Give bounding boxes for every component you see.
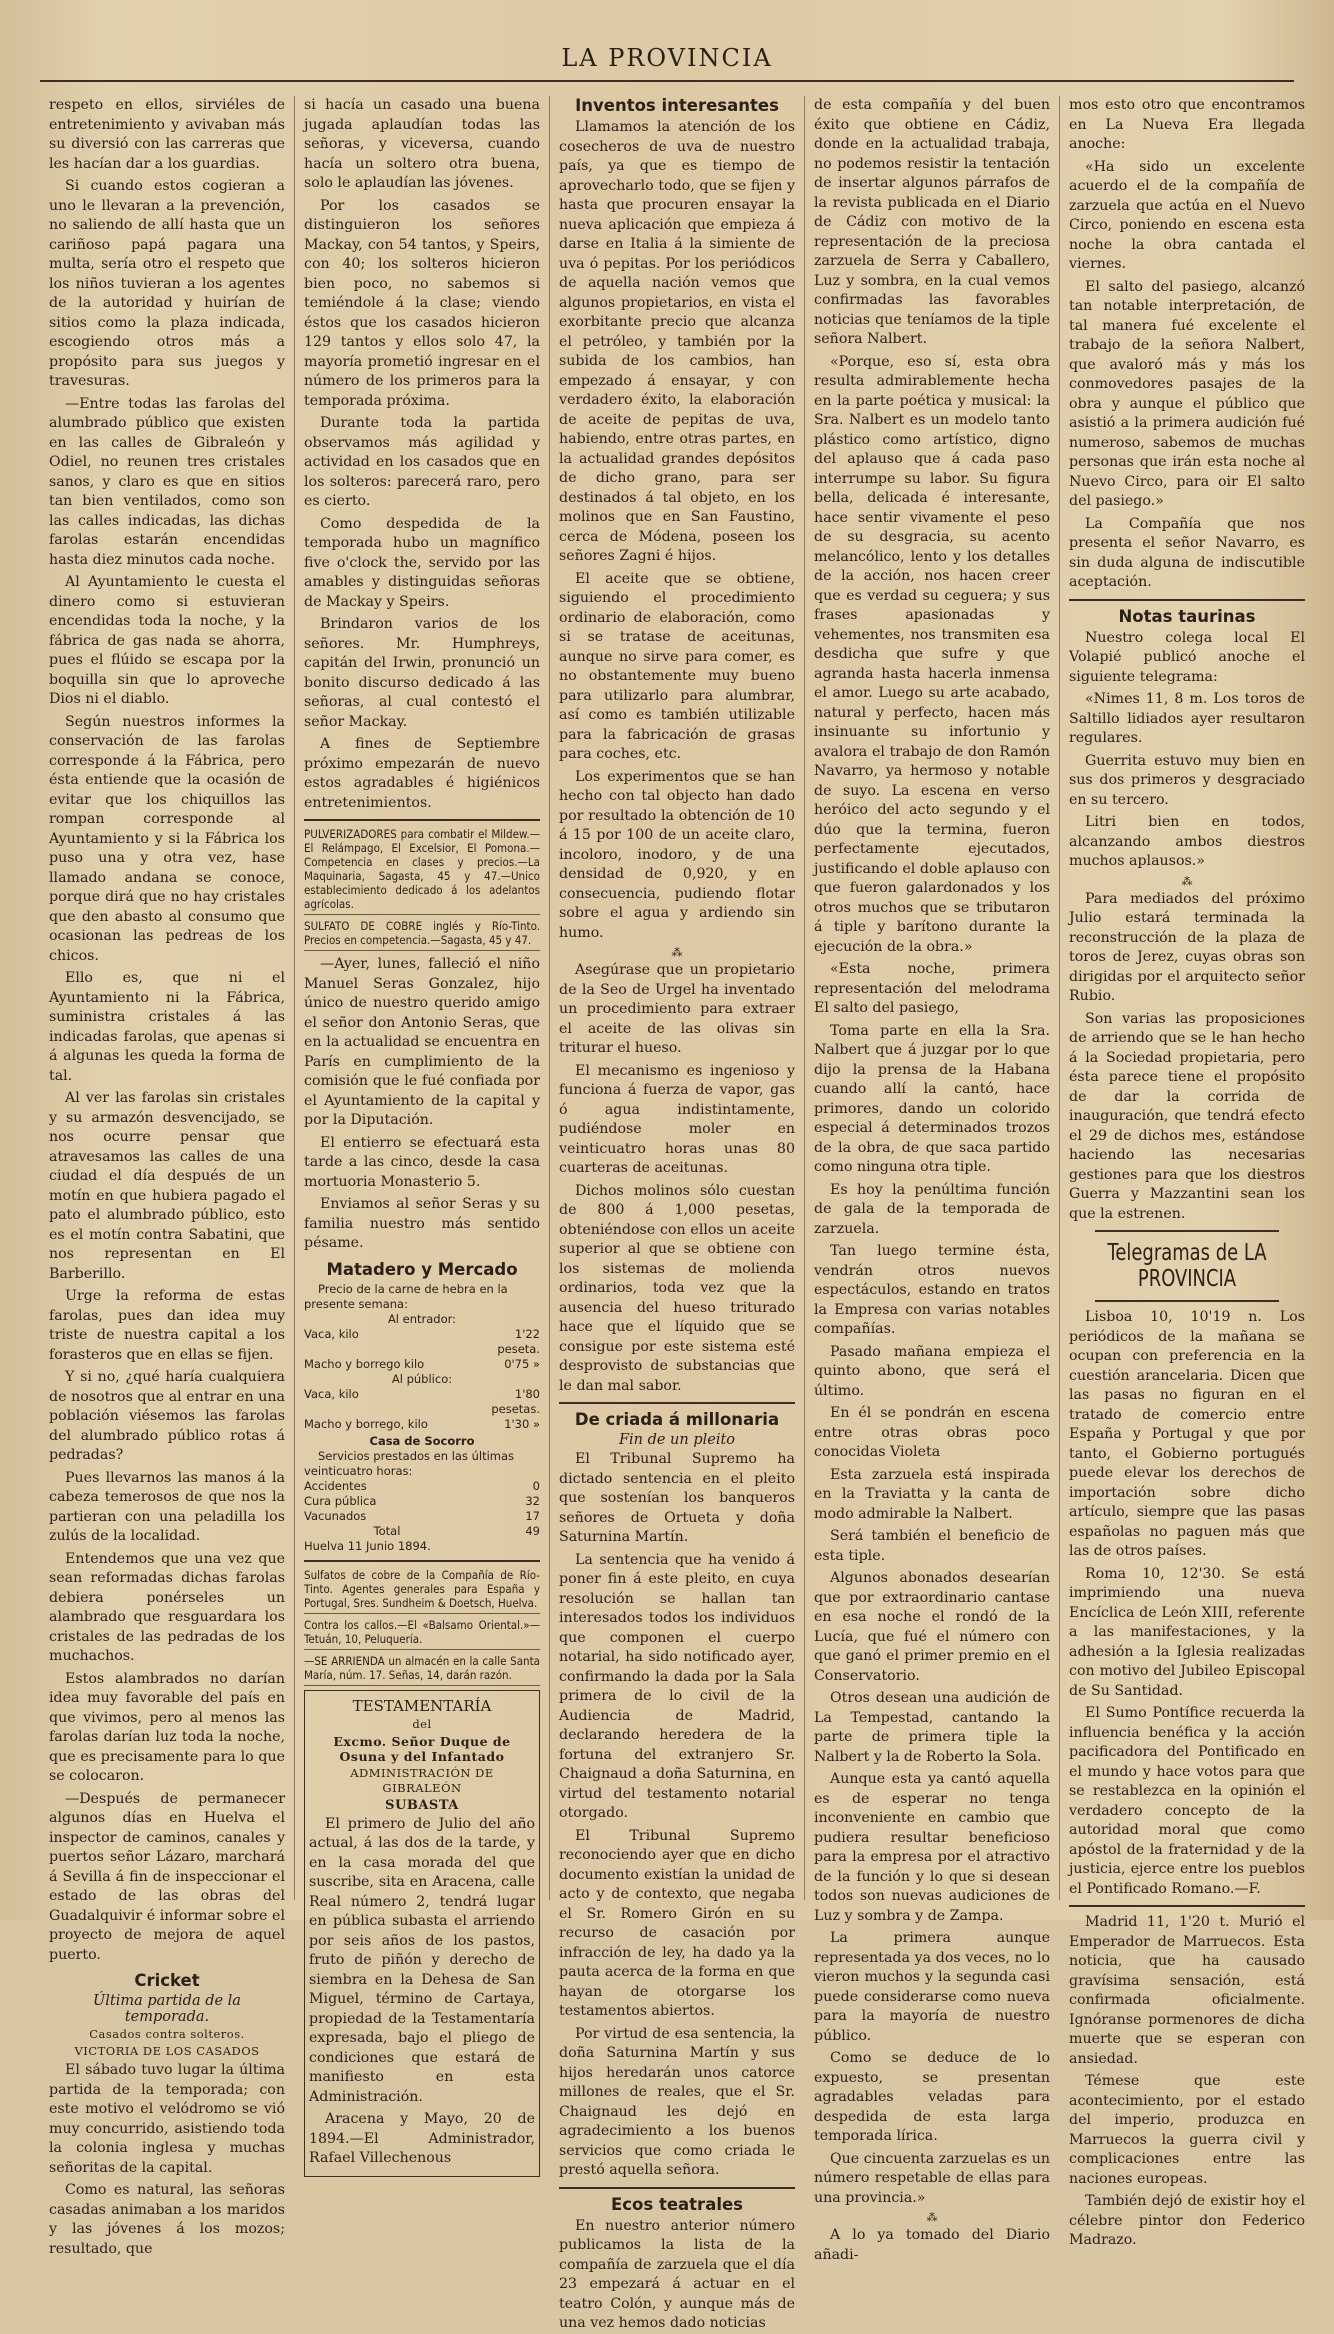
paragraph: Para mediados del próximo Julio estará terminada la reconstrucción de la plaza de toros de Jerez, cuyas obras son dirigidas por el arquitecto señor Rubio.	[1069, 890, 1305, 1004]
divider	[559, 2187, 795, 2189]
paragraph: El entierro se efectuará esta tarde a las cinco, desde la casa mortuoria Monasterio 5.	[304, 1134, 540, 1190]
paragraph: Aracena y Mayo, 20 de 1894.—El Administrador, Rafael Villechenous	[309, 2111, 535, 2166]
column-5	[1060, 96, 1314, 2248]
table-row: Total 49	[373, 1523, 540, 1538]
testamentaria-subasta: SUBASTA	[385, 1797, 459, 1813]
column-1	[40, 96, 295, 2257]
paragraph: En nuestro anterior número publicamos la lista de la compañía de zarzuela que el día 23 empezará á actuar en el teatro Colón, y aunque más de una vez hemos dado noticias	[559, 2217, 795, 2331]
table-row: Macho y borrego, kilo 1'30 »	[304, 1416, 540, 1431]
cricket-heading: Cricket	[134, 1971, 200, 1990]
newspaper-title: LA PROVINCIA	[561, 44, 773, 72]
paragraph: Por virtud de esa sentencia, la doña Saturnina Martín y sus hijos heredarán unos catorce millones de reales, que el Sr. Chaignaud les dejó en agradecimiento a los buenos servicios que como criada le prestó aquella señora.	[559, 2025, 795, 2178]
paragraph: Al Ayuntamiento le cuesta el dinero como si estuvieran encendidas toda la noche, y la fábrica de gas nada se ahorra, pues el flúido se escapa por la boquilla sin que lo aproveche Dios ni el diablo.	[49, 574, 285, 707]
paragraph: El Sumo Pontífice recuerda la influencia benéfica y la acción pacificadora del Pontificado en el mundo y hace votos para que se restablezca en la opinión el verdadero concepto de la autoridad moral que como apóstol de la fraternidad y de la justicia, ejerce entre los pueblos el Pontificado Romano.—F.	[1069, 1705, 1305, 1897]
advertisement: —SE ARRIENDA un almacén en la calle Santa María, núm. 17. Señas, 14, darán razón.	[304, 1654, 540, 1686]
paragraph: Esta zarzuela está inspirada en la Traviatta y la canta de modo admirable la Nalbert.	[814, 1466, 1050, 1522]
divider	[1069, 599, 1305, 601]
paragraph: El mecanismo es ingenioso y funciona á fuerza de vapor, gas ó agua indistintamente, pudiéndose moler en veinticuatro horas unas 80 cuarteras de aceitunas.	[559, 1062, 795, 1176]
paragraph: Como es natural, las señoras casadas animaban a los maridos y las jóvenes á los mozos; resultado, que	[49, 2182, 285, 2257]
paragraph: Pues llevarnos las manos á la cabeza temerosos de que nos la partieran con una peladilla los zulús de la localidad.	[49, 1469, 285, 1544]
columns	[40, 96, 1314, 2331]
paragraph: mos esto otro que encontramos en La Nueva Era llegada anoche:	[1069, 97, 1305, 152]
testamentaria-admin: ADMINISTRACIÓN DE GIBRALEÓN	[350, 1765, 494, 1795]
socorro-label: Casa de Socorro	[369, 1433, 475, 1448]
paragraph: El salto del pasiego, alcanzó tan notable interpretación, de tal manera fué excelente el trabajo de la señora Nalbert, que avaloró más y más los conmovedores pasajes de la obra y aunque el público que asistió a la primera audición fué numeroso, sabemos de muchas personas que irán esta noche al Nuevo Circo, para oir El salto del pasiego.»	[1069, 278, 1305, 509]
paragraph: Brindaron varios de los señores. Mr. Humphreys, capitán del Irwin, pronunció un bonito discurso dedicado á las señoras, al cual contestó el señor Mackay.	[304, 616, 540, 730]
matadero-table	[304, 1282, 540, 1554]
paragraph: Litri bien en todos, alcanzando ambos diestros muchos aplausos.»	[1069, 814, 1305, 869]
table-row: Vacunados 17	[304, 1508, 540, 1523]
paragraph: Que cincuenta zarzuelas es un número respetable de ellas para una provincia.»	[814, 2150, 1050, 2206]
paragraph: También dejó de existir hoy el célebre pintor don Federico Madrazo.	[1069, 2193, 1305, 2248]
column-4	[805, 96, 1060, 2263]
paragraph: Entendemos que una vez que sean reformadas dichas farolas debiera ponérseles un alambrado que resguardara los cristales de las pedradas de los muchachos.	[49, 1550, 285, 1664]
paragraph: Dichos molinos sólo cuestan de 800 á 1,000 pesetas, obteniéndose con ellos un aceite superior al que se obtiene con los sistemas de molienda ordinarios, toda vez que la ausencia del hueso triturado hace que el líquido que se consigue por este sistema esté desprovisto de substancias que le dan mal sabor.	[559, 1182, 795, 1394]
paragraph: Durante toda la partida observamos más agilidad y actividad en los casados que en los solteros: parecerá raro, pero es cierto.	[304, 415, 540, 509]
paragraph: Guerrita estuvo muy bien en sus dos primeros y desgraciado en su tercero.	[1069, 752, 1305, 808]
paragraph: Por los casados se distinguieron los señores Mackay, con 54 tantos, y Speirs, con 40; los solteros hicieron bien poco, no sabemos si temiéndole á la clase; viendo éstos que los casados hicieron 129 tantos y ellos solo 47, la mayoría prometió ingresar en el número de los primeros para la temporada próxima.	[304, 197, 540, 409]
table-row: Macho y borrego kilo 0'75 »	[304, 1356, 540, 1371]
entrador-label: Al entrador:	[387, 1311, 457, 1326]
paragraph: «Porque, eso sí, esta obra resulta admirablemente hecha en la parte poética y musical: la Sra. Nalbert es un modelo tanto plástico como artístico, digno del aplauso que á cada paso interrumpe su labor. Su figura bella, delicada é interesante, hace sentir vivamente el peso de su desgracia, su acento melancólico, lento y los detalles de la acción, nos hacen creer que es verdad su ceguera; y sus frases apasionadas y vehementes, nos transmiten esa desdicha que sufre y que agranda hasta hacerla inmensa el amor. Luego su arte acabado, natural y perfecto, hacen más insinuante su infortunio y avalora el trabajo de don Ramón Navarro, ya hermoso y notable de suyo. La escena en verso heróico del acto segundo y el dúo que la termina, fueron perfectamente ejecutados, justificando el doble aplauso con que fueron galardonados y los otros muchos que se tributaron á tiple y barítono durante la ejecución de la obra.»	[814, 353, 1050, 955]
paragraph: Llamamos la atención de los cosecheros de uva de nuestro país, ya que es tiempo de aprovecharlo todo, que se fijen y hasta que procuren ensayar la nueva aplicación que empieza á darse en Italia á la simiente de uva ó pepitas. Por los periódicos de aquella nación vemos que algunos propietarios, en vista el exorbitante precio que alcanza el petróleo, y también por la subida de los cambios, han empezado á ensayar, y con verdadero éxito, la elaboración de aceite de pepitas de uva, habiendo, entre otras partes, en la actualidad grandes depósitos de dicho grano, para ser destinados á tal objeto, en los molinos que en San Faustino, cerca de Módena, poseen los señores Zagni é hijos.	[559, 119, 795, 564]
paragraph: El sábado tuvo lugar la última partida de la temporada; con este motivo el velódromo se vió muy concurrido, asistiendo toda la colonia inglesa y muchas señoritas de la capital.	[49, 2062, 285, 2176]
column-3	[550, 96, 805, 2331]
paragraph: Témese que este acontecimiento, por el estado del imperio, produzca en Marruecos la guerra civil y complicaciones entre las naciones europeas.	[1069, 2073, 1305, 2187]
ecos-heading: Ecos teatrales	[611, 2194, 743, 2214]
divider	[559, 1402, 795, 1404]
cricket-subtitle-3: VICTORIA DE LOS CASADOS	[74, 2044, 260, 2058]
table-row: Vaca, kilo 1'22 peseta.	[304, 1326, 540, 1356]
paragraph: La Compañía que nos presenta el señor Navarro, es sin duda alguna de indiscutible aceptación.	[1069, 515, 1305, 590]
paragraph: Madrid 11, 1'20 t. Murió el Emperador de Marruecos. Esta noticia, que ha causado gravísima sensación, está confirmada oficialmente. Ignóranse pormenores de dicha muerte que se esperan con ansiedad.	[1069, 1914, 1305, 2067]
paragraph: —Entre todas las farolas del alumbrado público que existen en las calles de Gibraleón y Odiel, no reunen tres cristales sanos, y claro es que en sitios tan bien ventilados, como son las calles indicadas, las dichas farolas estarán encendidas hasta diez minutos cada noche.	[49, 395, 285, 568]
advertisement: SULFATO DE COBRE inglés y Río-Tinto. Precios en competencia.—Sagasta, 45 y 47.	[304, 919, 540, 951]
paragraph: Nuestro colega local El Volapié publicó anoche el siguiente telegrama:	[1069, 629, 1305, 685]
advertisement: Contra los callos.—El «Balsamo Oriental.»—Tetuán, 10, Peluquería.	[304, 1618, 540, 1650]
table-row: Vaca, kilo 1'80 pesetas.	[304, 1386, 540, 1416]
paragraph: «Ha sido un excelente acuerdo el de la compañía de zarzuela que actúa en el Nuevo Circo, poniendo en escena esta noche la obra cantada el viernes.	[1069, 158, 1305, 272]
paragraph: —Después de permanecer algunos días en Huelva el inspector de caminos, canales y puertos señor Lázaro, marchará á Sevilla á fin de inspeccionar el estado de las obras del Guadalquivir é informar sobre el proyecto de mejora de aquel puerto.	[49, 1790, 285, 1963]
socorro-intro: Servicios prestados en las últimas veinticuatro horas:	[304, 1448, 515, 1478]
paragraph: Los experimentos que se han hecho con tal objecto han dado por resultado la obtención de 10 á 15 por 100 de un aceite claro, incoloro, inodoro, y de una densidad de 0,920, y en consecuencia, pudiendo flotar sobre el agua y ardiendo sin humo.	[559, 768, 795, 941]
divider	[1069, 1905, 1305, 1907]
divider	[304, 1560, 540, 1562]
paragraph: El aceite que se obtiene, siguiendo el procedimiento ordinario de elaboración, como si se tratase de aceitunas, aunque no sirve para comer, es no obstantemente muy bueno para utilizarlo para alumbrar, así como es también utilizable para la fabricación de grasas para coches, etc.	[559, 570, 795, 762]
masthead	[40, 44, 1294, 82]
advertisement: PULVERIZADORES para combatir el Mildew.—El Relámpago, El Excelsior, El Pomona.—Competencia en clases y precios.—La Maquinaria, Sagasta, 45 y 47.—Unico establecimiento dedicado á los adelantos agrícolas.	[304, 827, 540, 915]
paragraph: La sentencia que ha venido á poner fin á este pleito, en cuya resolución se hallan tan interesados todos los individuos que componen el cuerpo notarial, ha sido notificado ayer, confirmando la dada por la Sala primera de lo civil de la Audiencia de Madrid, declarando heredera de la fortuna del extranjero Sr. Chaignaud a doña Saturnina, en virtud del testamento notarial otorgado.	[559, 1551, 795, 1821]
paragraph: En él se pondrán en escena entre otras obras poco conocidas Violeta	[814, 1405, 1050, 1460]
paragraph: Toma parte en ella la Sra. Nalbert que á juzgar por lo que dijo la prensa de la Habana cuando allí la cantó, hace primores, dando un colorido especial á determinados trozos de la obra, de que saca partido como ninguna otra tiple.	[814, 1022, 1050, 1175]
separator-asterism: ⁂	[926, 2211, 938, 2224]
criada-subtitle: Fin de un pleito	[618, 1432, 736, 1448]
paragraph: Según nuestros informes la conservación de las farolas corresponde á la Fábrica, pero ésta entiende que la ocasión de evitar que los chiquillos las rompan corresponde al Ayuntamiento y si la Fábrica los puso una y otra vez, hase llamado andana se conoce, porque dirá que no hay cristales que den abasto al consumo que ocasionan las pedreas de los chicos.	[49, 713, 285, 964]
separator-asterism: ⁂	[1181, 874, 1193, 888]
paragraph: —Ayer, lunes, falleció el niño Manuel Seras Gonzalez, hijo único de nuestro querido amigo el señor don Antonio Seras, que en la actualidad se encuentra en París en cumplimiento de la comisión que le fué confiada por el Ayuntamiento de la capital y por la Diputación.	[304, 956, 540, 1128]
paragraph: «Nimes 11, 8 m. Los toros de Saltillo lidiados ayer resultaron regulares.	[1069, 691, 1305, 746]
paragraph: Si cuando estos cogieran a uno le llevaran a la prevención, no saliendo de allí hasta que un cariñoso papá pagara una multa, sería otro el respeto que los niños tuvieran a los agentes de la autoridad y huirían de sitios como la plaza indicada, escogiendo otros más a propósito para sus juegos y travesuras.	[49, 178, 285, 389]
paragraph: Será también el beneficio de esta tiple.	[814, 1528, 1050, 1564]
paragraph: La primera aunque representada ya dos veces, no lo vieron muchos y la segunda casi puede considerarse como nueva para la mayoría de nuestro público.	[814, 1930, 1050, 2044]
matadero-intro: Precio de la carne de hebra en la presente semana:	[304, 1281, 508, 1311]
criada-heading: De criada á millonaria	[574, 1410, 780, 1429]
inventos-heading: Inventos interesantes	[575, 96, 779, 115]
testamentaria-duque: Excmo. Señor Duque de Osuna y del Infantado	[333, 1733, 511, 1764]
paragraph: Como se deduce de lo expuesto, se presentan agradables veladas para despedida de esta larga temporada lírica.	[814, 2050, 1050, 2144]
advertisement: Sulfatos de cobre de la Compañía de Río-Tinto. Agentes generales para España y Portugal, Sres. Sundheim & Doetsch, Huelva.	[304, 1568, 540, 1614]
paragraph: de esta compañía y del buen éxito que obtiene en Cádiz, donde en la actualidad trabaja, no podemos resistir la tentación de insertar algunos párrafos de la revista publicada en el Diario de Cádiz con motivo de la representación de la preciosa zarzuela de Serra y Caballero, Luz y sombra, en la cual vemos confirmadas las favorables noticias que teníamos de la tiple señora Nalbert.	[814, 97, 1050, 347]
paragraph: A lo ya tomado del Diario añadi-	[814, 2227, 1050, 2263]
paragraph: El primero de Julio del año actual, á las dos de la tarde, y en la casa morada del que suscribe, sita en Aracena, calle Real número 2, tendrá lugar en pública subasta el arriendo por seis años de los pastos, fruto de piñón y derecho de siembra en la Dehesa de San Miguel, término de Cartaya, propiedad de la Testamentaría expresada, bajo el pliego de condiciones que estará de manifiesto en esta Administración.	[309, 1815, 535, 2105]
paragraph: Roma 10, 12'30. Se está imprimiendo una nueva Encíclica de León XIII, referente a las manifestaciones, y la adhesión a la Iglesia realizadas con motivo del Jubileo Episcopal de Su Santidad.	[1069, 1565, 1305, 1699]
column-2	[295, 96, 550, 2166]
paragraph: Pasado mañana empieza el quinto abono, que será el último.	[814, 1343, 1050, 1399]
table-row: Cura pública 32	[304, 1493, 540, 1508]
paragraph: Son varias las proposiciones de arriendo que se le han hecho á la Sociedad propietaria, pero ésta parece tiene el propósito de dar la corrida de inauguración, que tendrá efecto el 29 de dichos mes, estándose haciendo las necesarias gestiones para que los diestros Guerra y Mazzantini sean los que la estrenen.	[1069, 1010, 1305, 1222]
paragraph: Algunos abonados desearían que por extraordinario cantase en esa noche el rondó de la Lucía, que fué el número con que ganó el primer premio en el Conservatorio.	[814, 1570, 1050, 1684]
paragraph: Es hoy la penúltima función de gala de la temporada de zarzuela.	[814, 1181, 1050, 1237]
paragraph: Estos alambrados no darían idea muy favorable del país en que vivimos, pero al menos las farolas darían luz toda la noche, que es precisamente para lo que se colocaron.	[49, 1670, 285, 1784]
paragraph: A fines de Septiembre próximo empezarán de nuevo estos agradables é higiénicos entretenimientos.	[304, 736, 540, 811]
testamentaria-del: del	[412, 1716, 432, 1731]
testamentaria-box	[304, 1690, 540, 2177]
table-row: Accidentes 0	[304, 1478, 540, 1493]
matadero-date: Huelva 11 Junio 1894.	[304, 1538, 431, 1553]
paragraph: Enviamos al señor Seras y su familia nuestro más sentido pésame.	[304, 1196, 540, 1251]
testamentaria-title: TESTAMENTARÍA	[352, 1696, 492, 1715]
paragraph: Como despedida de la temporada hubo un magnífico five o'clock the, servido por las amables y distinguidas señoras de Mackay y Speirs.	[304, 515, 540, 610]
paragraph: Al ver las farolas sin cristales y su armazón desvencijado, se nos ocurre pensar que atravesamos las calles de una ciudad el día después de un motín en que hubiera pagado el pato el alumbrado público, esto es el motín contra Sabatini, que nos representan en El Barberillo.	[49, 1090, 285, 1282]
matadero-heading: Matadero y Mercado	[326, 1259, 518, 1279]
divider	[304, 819, 540, 821]
paragraph: «Esta noche, primera representación del melodrama El salto del pasiego,	[814, 961, 1050, 1016]
paragraph: Asegúrase que un propietario de la Seo de Urgel ha inventado un procedimiento para extraer el aceite de las olivas sin triturar el hueso.	[559, 962, 795, 1056]
paragraph: si hacía un casado una buena jugada aplaudían todas las señoras, y viceversa, cuando hacía un soltero otra buena, solo le aplaudían las jóvenes.	[304, 97, 540, 191]
paragraph: Aunque esta ya cantó aquella es de esperar no tenga inconveniente en cambio que pudiera resultar beneficioso para la empresa por el atractivo de la función y lo que si desean todos son nuevas audiciones de Luz y sombra y de Zampa.	[814, 1771, 1050, 1924]
separator-asterism: ⁂	[671, 946, 683, 959]
cricket-subtitle: Última partida de la temporada.	[93, 1993, 241, 2025]
paragraph: respeto en ellos, sirviéles de entretenimiento y avivaban más su diversió con las carreras que les hacían dar a los guardias.	[49, 97, 285, 172]
paragraph: Urge la reforma de estas farolas, pues dan idea muy triste de nuestra capital a los forasteros que en ellas se fijen.	[49, 1288, 285, 1363]
cricket-subtitle-2: Casados contra solteros.	[89, 2027, 245, 2041]
paragraph: Y si no, ¿qué haría cualquiera de nosotros que al entrar en una población viésemos las farolas del alumbrado público rotas á pedradas?	[49, 1369, 285, 1463]
paragraph: Otros desean una audición de La Tempestad, cantando la parte de primera tiple la Nalbert y la de Roberto la Sola.	[814, 1690, 1050, 1765]
paragraph: El Tribunal Supremo reconociendo ayer que en dicho documento existían la unidad de acto y de contexto, que negaba el Sr. Romero Girón en su recurso de casación por infracción de ley, ha dado ya la pauta acerca de la forma en que hayan de otorgarse los testamentos abiertos.	[559, 1827, 795, 2019]
publico-label: Al público:	[391, 1371, 453, 1386]
paragraph: El Tribunal Supremo ha dictado sentencia en el pleito que sostenían los banqueros señores de Ortueta y doña Saturnina Martín.	[559, 1451, 795, 1545]
paragraph: Ello es, que ni el Ayuntamiento ni la Fábrica, suministra cristales á las indicadas farolas, que apenas si á algunas les queda la forma de tal.	[49, 970, 285, 1084]
telegramas-heading: Telegramas de LA PROVINCIA	[1095, 1230, 1279, 1302]
paragraph: Tan luego termine ésta, vendrán otros nuevos espectáculos, estando en tratos la Empresa con varias notables compañías.	[814, 1243, 1050, 1337]
taurinas-heading: Notas taurinas	[1118, 606, 1256, 626]
paragraph: Lisboa 10, 10'19 n. Los periódicos de la mañana se ocupan con preferencia en la cuestión arancelaria. Dicen que las pasas no figuran en el tratado de comercio entre España y Portugal y que por tanto, el Gobierno portugués puede elevar los derechos de importación sobre dicho artículo, siempre que las pasas españolas no paguen más que las de otros países.	[1069, 1309, 1305, 1559]
